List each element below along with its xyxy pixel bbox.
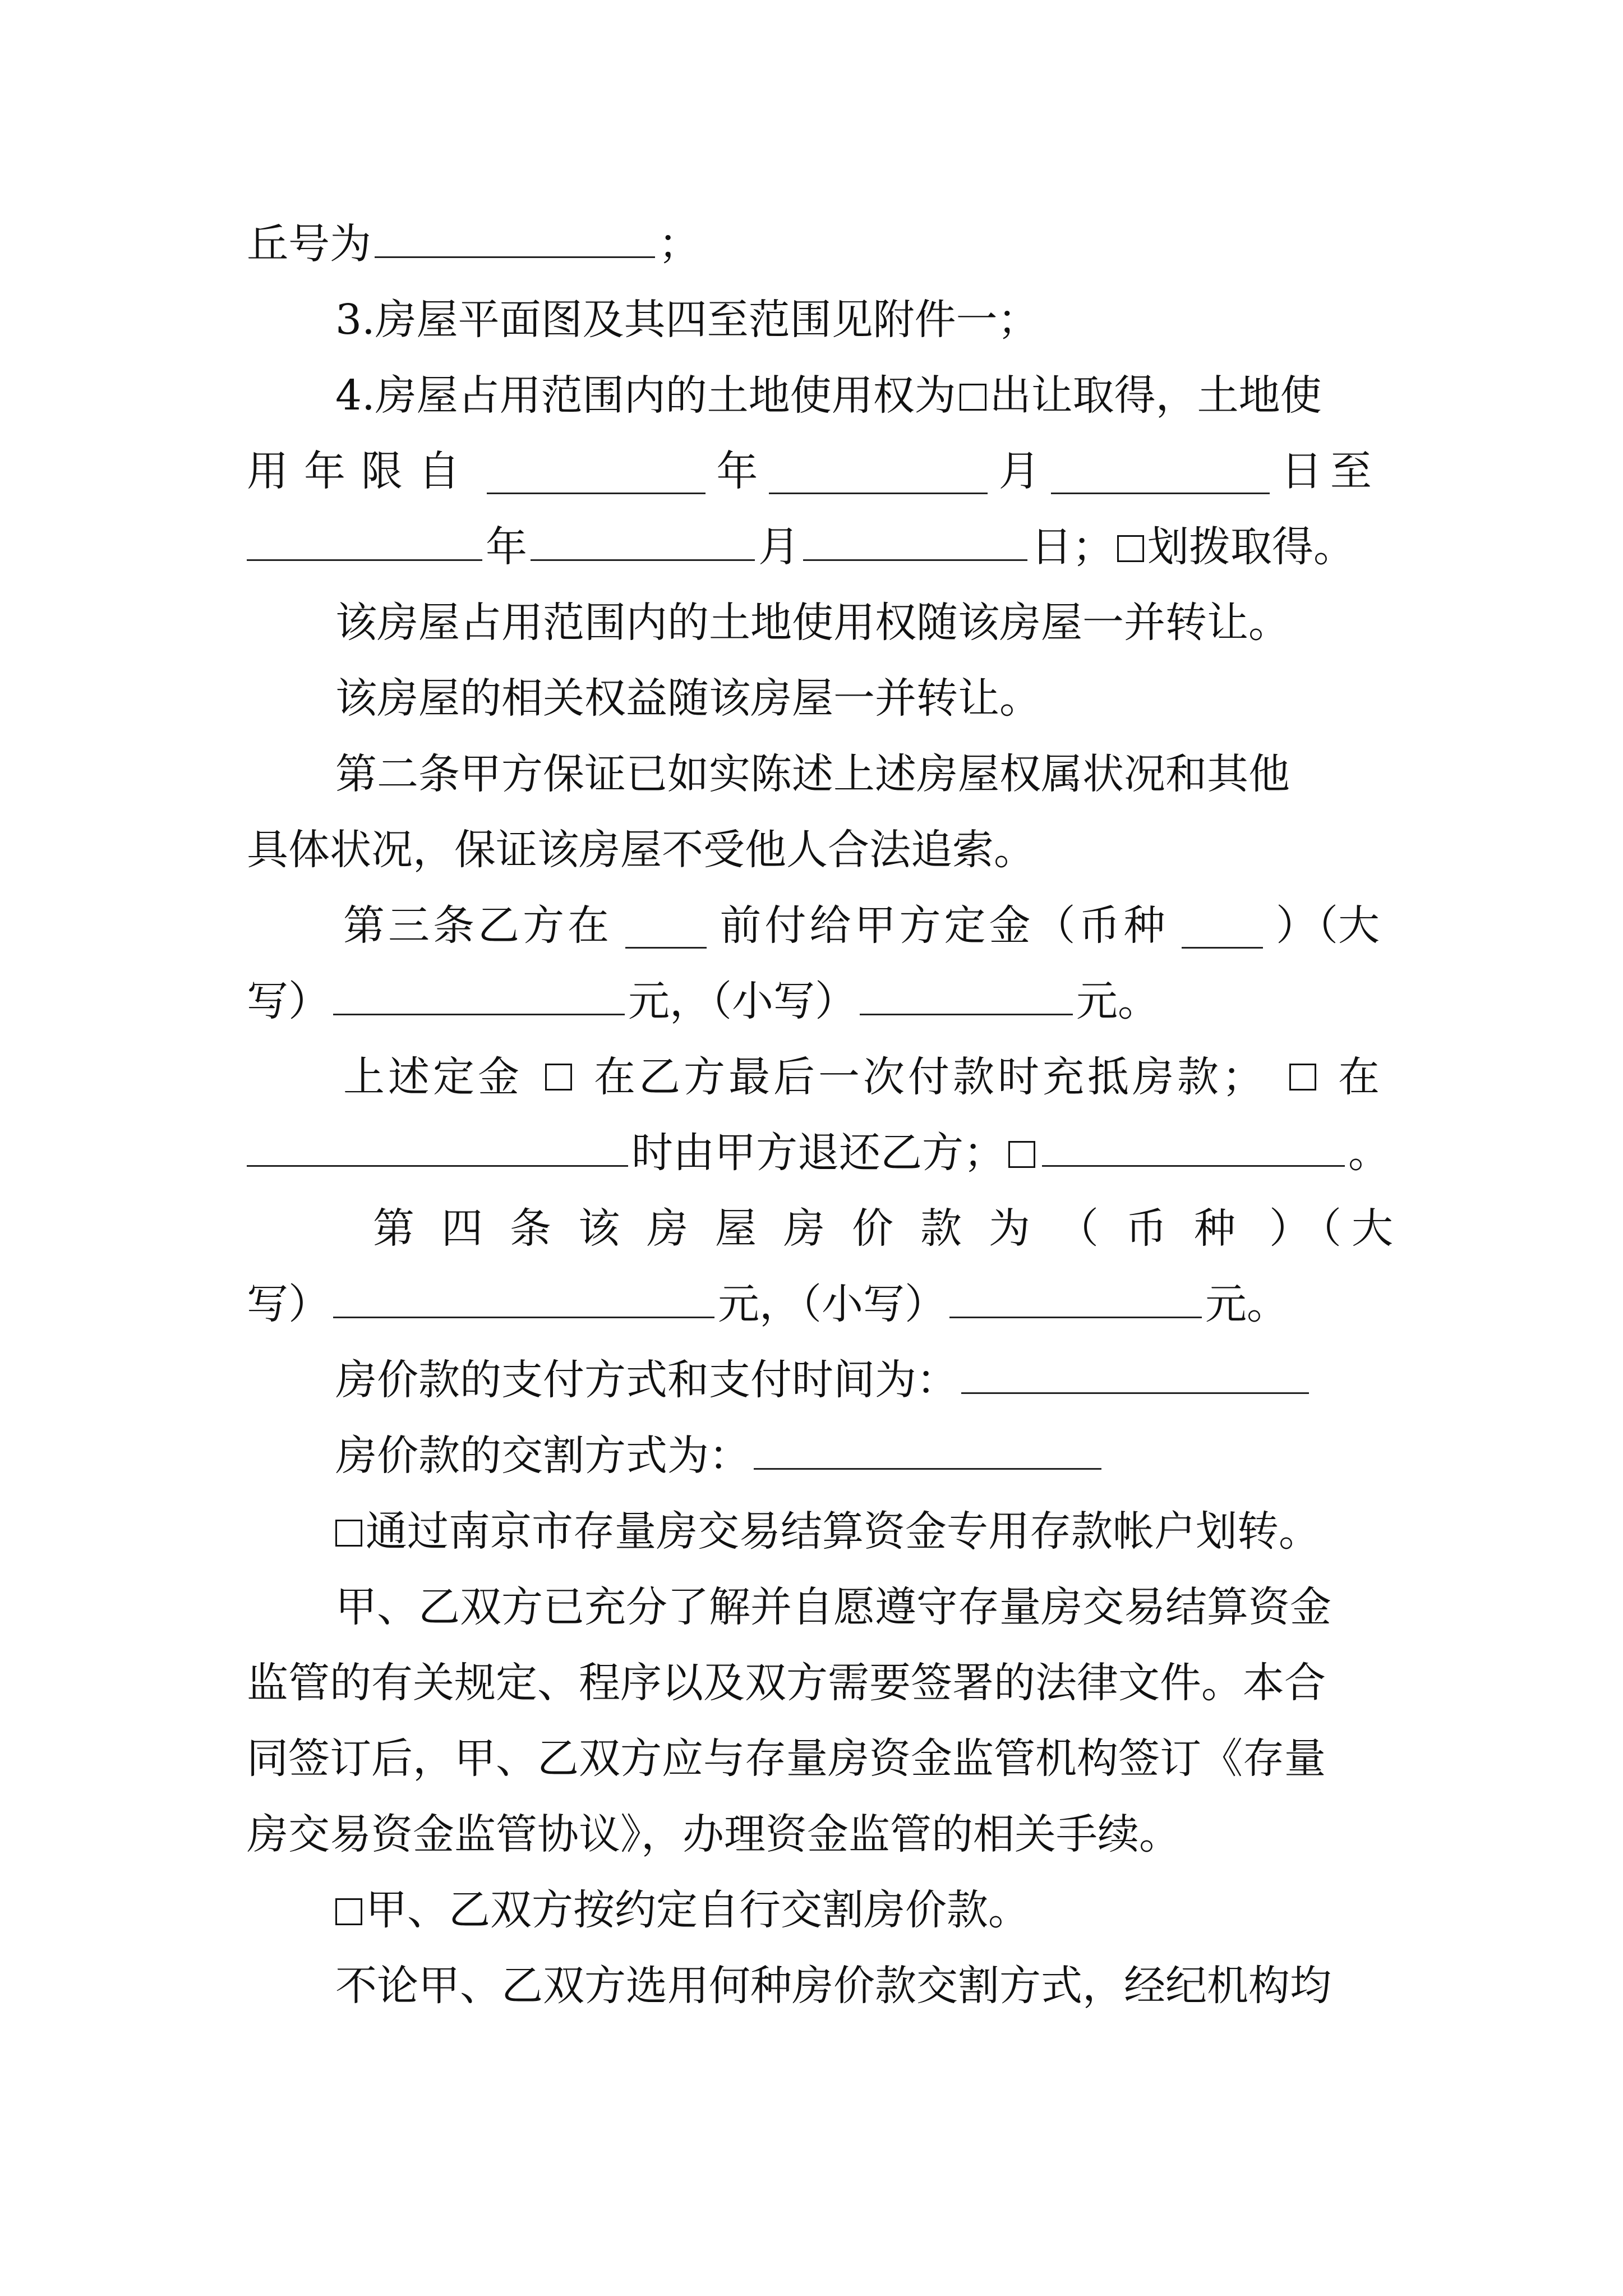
blank-field (754, 1424, 1101, 1470)
checkbox-icon (960, 384, 986, 411)
line-4-year: 年 (716, 447, 758, 495)
line-13-text: 时由甲方退还乙方； (631, 1129, 1005, 1177)
text-line-23 (335, 1876, 1468, 1944)
line-5-text: 划拨取得。 (1147, 523, 1355, 571)
text-line-13 (247, 1119, 1390, 1186)
line-10-text-2: 前付给甲方定金（币种 (720, 901, 1169, 950)
text-line-22: 房交易资金监管协议》，办理资金监管的相关手续。 (247, 1810, 1181, 1858)
text-line-17 (335, 1422, 1380, 1489)
line-11-text: 写） (247, 977, 330, 1025)
line-11-text-3: 元。 (1076, 977, 1159, 1025)
line-4-day: 日至 (1280, 447, 1380, 495)
text-line-10 (343, 892, 1380, 959)
blank-field (1051, 449, 1270, 494)
text-line-18 (335, 1498, 1390, 1565)
blank-field (961, 1349, 1309, 1394)
line-14-text: 第四条该房屋房价款为（币种 (373, 1204, 1262, 1253)
line-10-text: 第三条乙方在 (343, 901, 612, 950)
text-line-20: 监管的有关规定、程序以及双方需要签署的法律文件。本合 (247, 1659, 1326, 1707)
line-15-text-2: 元，（小写） (718, 1280, 946, 1328)
line-5-year: 年 (486, 523, 527, 571)
blank-field (769, 449, 988, 494)
blank-field (487, 449, 706, 494)
text-line-1 (247, 210, 1380, 278)
line-17-text: 房价款的交割方式为： (335, 1432, 750, 1480)
line-3-text-2: 出让取得，土地使 (989, 371, 1322, 420)
text-line-9: 具体状况，保证该房屋不受他人合法追索。 (247, 826, 1035, 874)
text-line-3 (335, 362, 1380, 429)
text-line-2: 3.房屋平面图及其四至范围见附件一； (335, 296, 1039, 344)
line-16-text: 房价款的支付方式和支付时间为： (335, 1356, 958, 1404)
blank-field (375, 213, 655, 258)
line-3-text: 4.房屋占用范围内的土地使用权为 (335, 371, 956, 420)
line-15-text-3: 元。 (1205, 1280, 1288, 1328)
line-18-text: 通过南京市存量房交易结算资金专用存款帐户划转。 (366, 1507, 1320, 1556)
line-5-month: 月 (758, 523, 800, 571)
line-1-end: ； (658, 220, 700, 268)
checkbox-icon (335, 1898, 362, 1925)
line-10-text-3: ）（大 (1276, 901, 1380, 950)
checkbox-icon (1117, 535, 1144, 562)
text-line-11 (247, 968, 1380, 1035)
blank-field (531, 516, 755, 561)
blank-field (625, 903, 707, 949)
blank-field (949, 1273, 1202, 1318)
checkbox-icon (1289, 1064, 1316, 1091)
line-12-text-2: 在乙方最后一次付款时充抵房款； (594, 1053, 1267, 1101)
text-line-4 (247, 438, 1380, 505)
text-line-14 (373, 1195, 1403, 1262)
text-line-16 (335, 1346, 1380, 1414)
line-4-text: 用年限自 (247, 447, 476, 495)
blank-field (1182, 903, 1263, 949)
line-13-end: 。 (1348, 1129, 1390, 1177)
line-5-day: 日； (1031, 523, 1114, 571)
line-11-text-2: 元，（小写） (628, 977, 856, 1025)
checkbox-icon (335, 1520, 362, 1547)
line-4-month: 月 (998, 447, 1040, 495)
blank-field (247, 516, 482, 561)
blank-field (333, 970, 625, 1015)
blank-field (333, 1273, 714, 1318)
text-line-15 (247, 1271, 1380, 1338)
line-12-text-3: 在 (1338, 1053, 1380, 1101)
blank-field (1042, 1121, 1345, 1167)
line-23-text: 甲、乙双方按约定自行交割房价款。 (366, 1886, 1030, 1934)
blank-field (860, 970, 1073, 1015)
line-15-text: 写） (247, 1280, 330, 1328)
text-line-21: 同签订后，甲、乙双方应与存量房资金监管机构签订《存量 (247, 1734, 1326, 1783)
blank-field (247, 1121, 628, 1167)
checkbox-icon (545, 1064, 572, 1091)
text-line-7: 该房屋的相关权益随该房屋一并转让。 (335, 674, 1041, 723)
blank-field (803, 516, 1027, 561)
text-line-6: 该房屋占用范围内的土地使用权随该房屋一并转让。 (335, 599, 1290, 647)
text-line-19: 甲、乙双方已充分了解并自愿遵守存量房交易结算资金 (335, 1583, 1331, 1631)
text-line-12 (343, 1043, 1380, 1111)
text-line-24: 不论甲、乙双方选用何种房价款交割方式，经纪机构均 (335, 1962, 1331, 2010)
line-1-text: 丘号为 (247, 220, 371, 268)
text-line-5 (247, 513, 1380, 581)
line-14-text-2: ）（大 (1269, 1204, 1403, 1253)
text-line-8: 第二条甲方保证已如实陈述上述房屋权属状况和其他 (335, 750, 1290, 798)
checkbox-icon (1008, 1141, 1035, 1168)
line-12-text: 上述定金 (343, 1053, 523, 1101)
